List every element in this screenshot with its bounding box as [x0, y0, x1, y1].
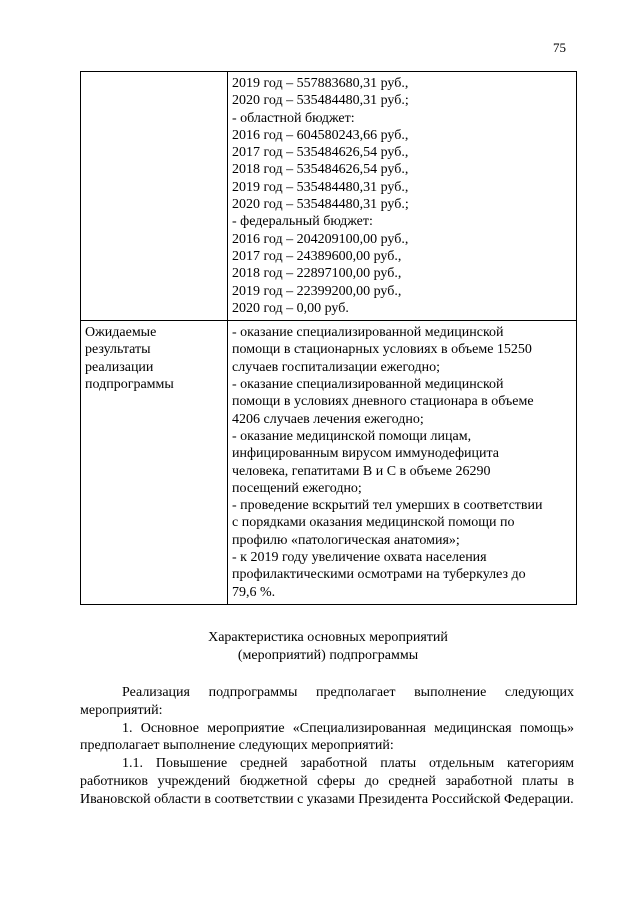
funding-line: 2017 год – 24389600,00 руб.,	[232, 248, 402, 264]
section-title-line: Характеристика основных мероприятий	[208, 630, 448, 645]
result-line: 4206 случаев лечения ежегодно;	[232, 411, 424, 427]
result-line: помощи в условиях дневного стационара в объеме	[232, 394, 534, 410]
result-line: посещений ежегодно;	[232, 480, 362, 496]
funding-line: 2019 год – 535484480,31 руб.,	[232, 179, 409, 195]
result-line: инфицированным вирусом иммунодефицита	[232, 446, 500, 462]
result-line: - оказание специализированной медицинской	[232, 377, 504, 393]
funding-line: 2016 год – 604580243,66 руб.,	[232, 127, 409, 143]
body-text	[80, 684, 574, 809]
funding-line: 2019 год – 557883680,31 руб.,	[232, 76, 409, 91]
label-line: реализации	[85, 359, 154, 375]
result-line: профилю «патологическая анатомия»;	[232, 532, 460, 548]
funding-line: - федеральный бюджет:	[232, 214, 373, 230]
table-cell-label	[81, 72, 228, 321]
paragraph: 1.1. Повышение средней заработной платы отдельным категориям работников учреждений бюджетной сферы до средней заработной платы в Ивановской области в соответствии с указами Президента Российской Федерации.	[80, 756, 574, 807]
paragraph: 1. Основное мероприятие «Специализированная медицинская помощь» предполагает выполнение следующих мероприятий:	[80, 720, 574, 754]
paragraph: Реализация подпрограммы предполагает выполнение следующих мероприятий:	[80, 685, 574, 718]
result-line: 79,6 %.	[232, 584, 276, 600]
result-line: профилактическими осмотрами на туберкулез до	[232, 567, 526, 583]
funding-line: 2020 год – 535484480,31 руб.;	[232, 93, 409, 109]
label-line: результаты	[85, 342, 151, 358]
funding-line: 2018 год – 535484626,54 руб.,	[232, 162, 409, 178]
funding-line: 2020 год – 535484480,31 руб.;	[232, 197, 409, 213]
table-cell-funding	[228, 72, 577, 321]
section-title	[80, 629, 576, 665]
page-number: 75	[553, 40, 566, 55]
result-line: - оказание специализированной медицинской	[232, 325, 504, 341]
funding-line: 2019 год – 22399200,00 руб.,	[232, 283, 402, 299]
result-line: помощи в стационарных условиях в объеме 15250	[232, 342, 532, 358]
result-line: - проведение вскрытий тел умерших в соответствии	[232, 498, 543, 514]
result-line: - к 2019 году увеличение охвата населения	[232, 550, 487, 566]
table-cell-label	[81, 321, 228, 605]
result-line: случаев госпитализации ежегодно;	[232, 359, 440, 375]
label-line: Ожидаемые	[85, 325, 157, 341]
funding-line: 2017 год – 535484626,54 руб.,	[232, 145, 409, 161]
funding-line: 2018 год – 22897100,00 руб.,	[232, 266, 402, 282]
table-row	[81, 321, 577, 605]
funding-line: - областной бюджет:	[232, 110, 355, 126]
result-line: с порядками оказания медицинской помощи по	[232, 515, 515, 531]
result-line: - оказание медицинской помощи лицам,	[232, 428, 472, 444]
section-title-line: (мероприятий) подпрограммы	[237, 648, 419, 663]
table-row	[81, 72, 577, 321]
funding-line: 2016 год – 204209100,00 руб.,	[232, 231, 409, 247]
result-line: человека, гепатитами В и С в объеме 26290	[232, 463, 491, 479]
table-cell-results	[228, 321, 577, 605]
label-line: подпрограммы	[85, 377, 174, 393]
passport-table	[80, 71, 577, 605]
funding-line: 2020 год – 0,00 руб.	[232, 300, 349, 316]
